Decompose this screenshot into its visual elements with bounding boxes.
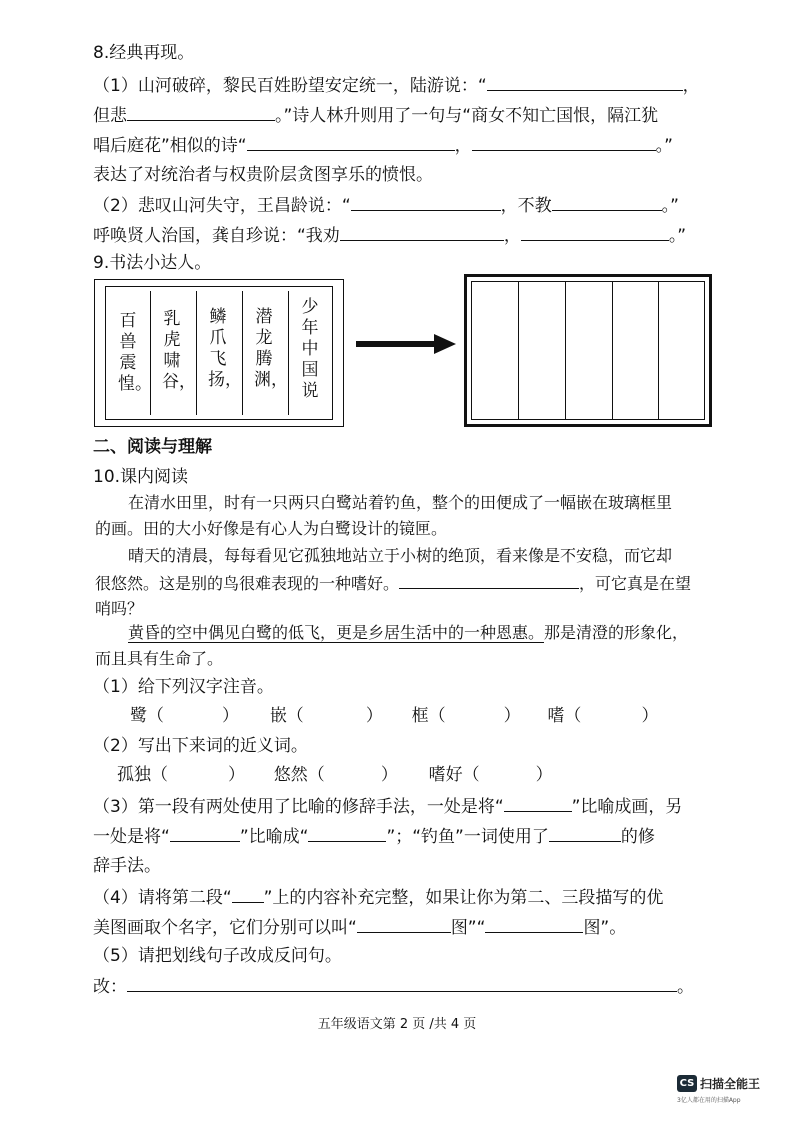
s1-pinyin-row — [130, 705, 658, 727]
q8-blank-5[interactable] — [351, 194, 501, 211]
q8-text-a: （1）山河破碎，黎民百姓盼望安定统一，陆游说：“ — [93, 76, 487, 96]
s5-title: （5）请把划线句子改成反问句。 — [93, 946, 342, 966]
s4-blank-2[interactable] — [357, 916, 451, 933]
q8-text-p2b: ，不教 — [500, 196, 552, 216]
calligraphy-col-2: 乳虎啸谷， — [162, 309, 196, 392]
s3-blank-3[interactable] — [308, 825, 386, 842]
s4-text-c: 美图画取个名字，它们分别可以叫“ — [93, 918, 357, 938]
q8-blank-7[interactable] — [340, 224, 504, 241]
calligraphy-inner-frame — [105, 286, 333, 420]
close-paren: ） — [228, 765, 245, 785]
q8-text-d: 。”诗人林升则用了一句与“商女不知亡国恨，隔江犹 — [275, 106, 659, 126]
synonym-word-2: 悠然（ — [273, 765, 325, 785]
q8-line5 — [93, 194, 679, 217]
calligraphy-source-box — [94, 279, 344, 427]
close-paren: ） — [641, 706, 659, 726]
synonym-word-1: 孤独（ — [117, 765, 168, 785]
q10-para1-line2: 的画。田的大小好像是有心人为白鹭设计的镜匣。 — [95, 519, 448, 538]
q10-para2-line2 — [95, 572, 691, 595]
q8-text-p2c: 。” — [661, 196, 679, 216]
calligraphy-col-4: 潜龙腾渊， — [254, 307, 288, 390]
s3-text-f: 的修 — [620, 827, 655, 847]
q8-line3 — [93, 134, 673, 157]
q8-line4: 表达了对统治者与权贵阶层贪图享乐的愤恨。 — [93, 165, 433, 185]
underlined-sentence: 黄昏的空中偶见白鹭的低飞，更是乡居生活中的一种恩惠。 — [128, 623, 545, 642]
q8-text-g: 。” — [655, 136, 673, 156]
page-footer: 五年级语文第 2 页 /共 4 页 — [317, 1017, 477, 1032]
q8-line6 — [93, 224, 686, 247]
q8-text-c: 但悲 — [93, 106, 127, 126]
q10-para2-text-b: ，可它真是在望 — [579, 574, 692, 593]
q10-para3-line2: 而且具有生命了。 — [95, 649, 224, 668]
synonym-word-3: 嗜好（ — [428, 765, 480, 785]
pinyin-char-2: 嵌（ — [269, 706, 304, 726]
s3-text-b: ”比喻成画，另 — [571, 797, 683, 817]
q8-title: 8.经典再现。 — [93, 43, 195, 63]
q10-para1-line1: 在清水田里，时有一只两只白鹭站着钓鱼，整个的田便成了一幅嵌在玻璃框里 — [128, 493, 673, 512]
close-paren: ） — [222, 706, 239, 726]
s1-title: （1）给下列汉字注音。 — [93, 677, 274, 697]
q10-para2-line1: 晴天的清晨，每每看见它孤独地站立于小树的绝顶，看来像是不安稳，而它却 — [128, 546, 673, 565]
writing-grid-inner — [471, 281, 705, 420]
q10-para2-blank[interactable] — [399, 572, 579, 589]
q10-title: 10.课内阅读 — [93, 467, 189, 487]
q10-para2-line3: 哨吗？ — [95, 599, 144, 618]
q8-blank-6[interactable] — [552, 194, 662, 211]
column-divider — [150, 291, 151, 415]
s4-text-e: 图”。 — [583, 918, 627, 938]
s3-text-d: ”比喻成“ — [239, 827, 309, 847]
s4-text-d: 图”“ — [450, 918, 486, 938]
s4-line1 — [93, 886, 663, 909]
s5-answer-end: 。 — [677, 977, 694, 997]
section2-title: 二、阅读与理解 — [93, 437, 212, 457]
column-divider — [196, 291, 197, 415]
q10-para2-text-a: 很悠然。这是别的鸟很难表现的一种嗜好。 — [95, 574, 400, 593]
q8-text-p2e: ， — [503, 226, 521, 246]
s4-line2 — [93, 916, 626, 939]
s4-text-b: ”上的内容补充完整，如果让你为第二、三段描写的优 — [263, 888, 664, 908]
pinyin-char-1: 鹭（ — [130, 706, 164, 726]
s3-text-c: 一处是将“ — [93, 827, 170, 847]
s3-text-a: （3）第一段有两处使用了比喻的修辞手法，一处是将“ — [93, 797, 504, 817]
camscanner-logo-icon: CS — [677, 1075, 697, 1092]
q8-text-f: ， — [454, 136, 472, 156]
camscanner-tagline: 3亿人都在用的扫描App — [677, 1097, 741, 1104]
close-paren: ） — [380, 765, 398, 785]
close-paren: ） — [535, 765, 553, 785]
s3-line1 — [93, 795, 682, 818]
s5-answer-line — [93, 975, 694, 998]
pinyin-char-4: 嗜（ — [547, 706, 582, 726]
camscanner-name: 扫描全能王 — [700, 1077, 761, 1091]
column-divider — [288, 291, 289, 415]
column-divider — [242, 291, 243, 415]
q8-text-e: 唱后庭花”相似的诗“ — [93, 136, 247, 156]
q8-blank-8[interactable] — [521, 224, 669, 241]
writing-cell-divider — [612, 282, 613, 419]
q10-para3-rest: 那是清澄的形象化， — [544, 623, 689, 642]
q8-blank-4[interactable] — [472, 134, 656, 151]
pinyin-char-3: 框（ — [411, 706, 446, 726]
q8-line1 — [93, 74, 700, 97]
q10-para3-line1 — [128, 622, 688, 644]
q9-title: 9.书法小达人。 — [93, 253, 212, 273]
q8-text-p2f: 。” — [668, 226, 687, 246]
s4-text-a: （4）请将第二段“ — [93, 888, 232, 908]
writing-cell-divider — [518, 282, 519, 419]
q8-text-p2d: 呼唤贤人治国，龚自珍说：“我劝 — [93, 226, 340, 246]
q8-blank-3[interactable] — [247, 134, 455, 151]
s4-blank-3[interactable] — [485, 916, 583, 933]
s3-line2 — [93, 825, 655, 848]
q8-text-b: ， — [682, 76, 700, 96]
q8-blank-2[interactable] — [127, 104, 275, 121]
writing-cell-divider — [565, 282, 566, 419]
close-paren: ） — [503, 706, 521, 726]
s3-text-e: ”；“钓鱼”一词使用了 — [386, 827, 549, 847]
close-paren: ） — [365, 706, 383, 726]
calligraphy-col-5: 少年中国说 — [301, 297, 319, 401]
calligraphy-col-3: 鳞爪飞扬， — [208, 307, 242, 390]
s3-line3: 辞手法。 — [93, 856, 161, 876]
s3-blank-4[interactable] — [549, 825, 621, 842]
s5-answer-label: 改： — [93, 977, 127, 997]
calligraphy-col-1: 百兽震惶。 — [118, 311, 152, 394]
arrow-icon — [356, 333, 456, 359]
writing-cell-divider — [658, 282, 659, 419]
writing-grid — [464, 274, 712, 427]
s2-title: （2）写出下来词的近义词。 — [93, 736, 308, 756]
s2-synonym-row — [117, 764, 553, 786]
q8-blank-1[interactable] — [487, 74, 683, 91]
s4-blank-1[interactable] — [232, 886, 264, 903]
s5-answer-blank[interactable] — [127, 975, 677, 992]
s3-blank-1[interactable] — [504, 795, 572, 812]
q8-line2 — [93, 104, 658, 127]
s3-blank-2[interactable] — [170, 825, 240, 842]
q8-text-p2a: （2）悲叹山河失守，王昌龄说：“ — [93, 196, 351, 216]
